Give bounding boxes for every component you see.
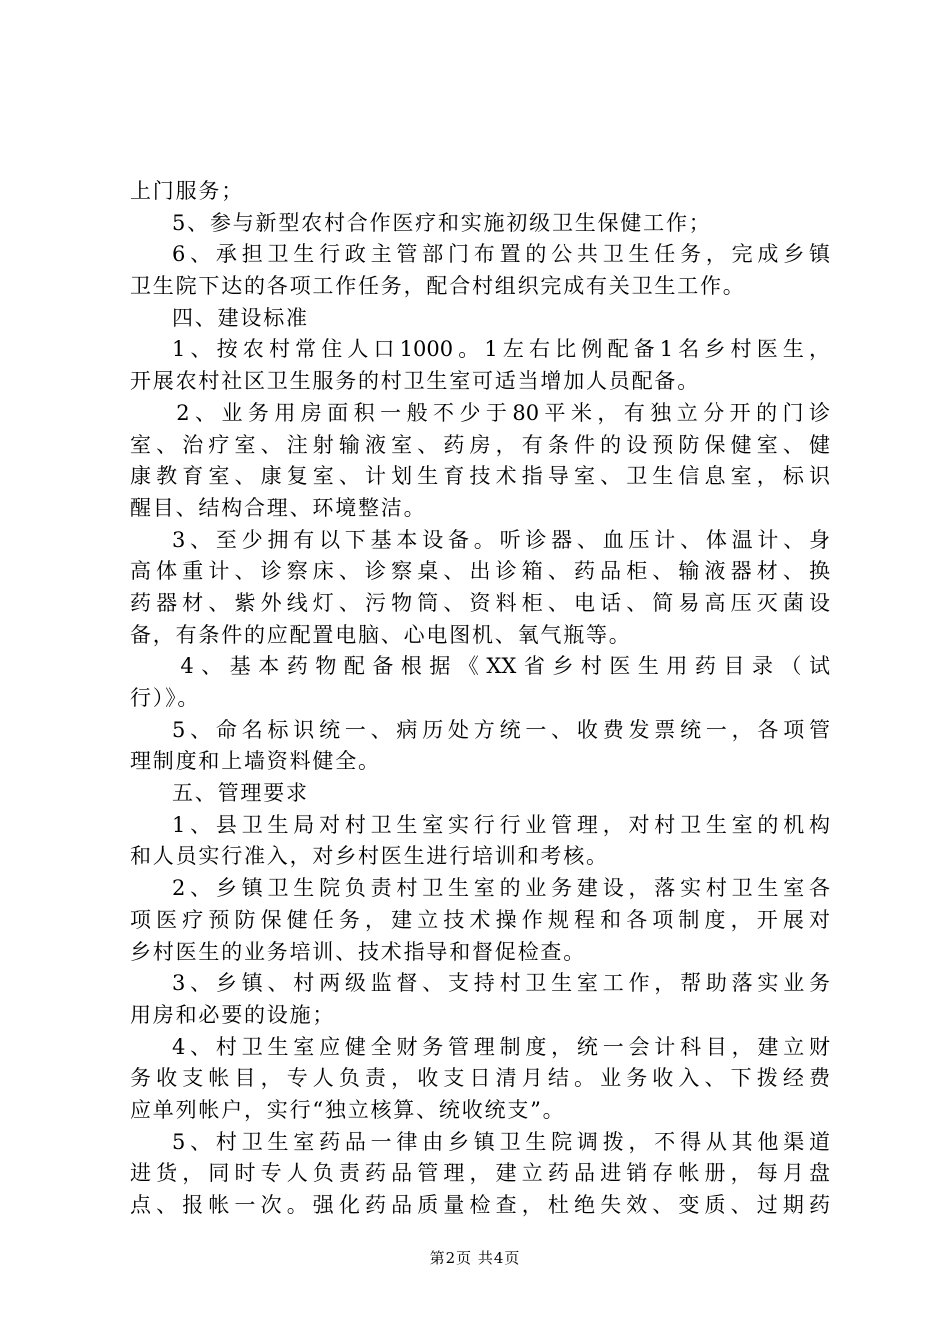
paragraph-line: 五、管理要求 — [172, 781, 309, 806]
paragraph-line: 务收支帐目，专人负责，收支日清月结。业务收入、下拨经费 — [130, 1066, 830, 1091]
page-footer: 第2页 共4页 — [429, 1249, 521, 1267]
paragraph-line: 2、业务用房面积一般不少于80平米，有独立分开的门诊 — [176, 400, 830, 425]
paragraph-line: 卫生院下达的各项工作任务，配合村组织完成有关卫生工作。 — [130, 274, 746, 299]
paragraph-line: 四、建设标准 — [172, 305, 309, 330]
document-body — [130, 176, 830, 1222]
paragraph-line: 高体重计、诊察床、诊察桌、出诊箱、药品柜、输液器材、换 — [130, 559, 830, 584]
paragraph-line: 乡村医生的业务培训、技术指导和督促检查。 — [130, 939, 586, 964]
paragraph-line: 4、基本药物配备根据《XX省乡村医生用药目录（试 — [180, 654, 830, 679]
paragraph-line: 醒目、结构合理、环境整洁。 — [130, 495, 427, 520]
paragraph-line: 开展农村社区卫生服务的村卫生室可适当增加人员配备。 — [130, 369, 700, 394]
paragraph-line: 和人员实行准入，对乡村医生进行培训和考核。 — [130, 844, 609, 869]
paragraph-line: 5、参与新型农村合作医疗和实施初级卫生保健工作； — [172, 210, 712, 235]
paragraph-line: 室、治疗室、注射输液室、药房，有条件的设预防保健室、健 — [130, 432, 830, 457]
paragraph-line: 3、乡镇、村两级监督、支持村卫生室工作，帮助落实业务 — [172, 971, 830, 996]
paragraph-line: 3、至少拥有以下基本设备。听诊器、血压计、体温计、身 — [172, 527, 830, 552]
paragraph-line: 备，有条件的应配置电脑、心电图机、氧气瓶等。 — [130, 622, 632, 647]
paragraph-line: 上门服务； — [130, 179, 244, 203]
paragraph-line: 点、报帐一次。强化药品质量检查，杜绝失效、变质、过期药 — [130, 1193, 830, 1217]
paragraph-line: 药器材、紫外线灯、污物筒、资料柜、电话、简易高压灭菌设 — [130, 590, 830, 615]
paragraph-line: 1、县卫生局对村卫生室实行行业管理，对村卫生室的机构 — [172, 812, 830, 837]
paragraph-line: 康教育室、康复室、计划生育技术指导室、卫生信息室，标识 — [130, 464, 830, 489]
paragraph-line: 6、承担卫生行政主管部门布置的公共卫生任务，完成乡镇 — [172, 242, 830, 267]
paragraph-line: 5、村卫生室药品一律由乡镇卫生院调拨，不得从其他渠道 — [172, 1129, 830, 1154]
paragraph-line: 用房和必要的设施； — [130, 1002, 336, 1027]
paragraph-line: 行）》。 — [130, 686, 201, 710]
paragraph-line: 项医疗预防保健任务，建立技术操作规程和各项制度，开展对 — [130, 907, 830, 932]
paragraph-line: 进货，同时专人负责药品管理，建立药品进销存帐册，每月盘 — [130, 1161, 830, 1186]
paragraph-line: 应单列帐户，实行“独立核算、统收统支”。 — [130, 1097, 566, 1122]
paragraph-line: 2、乡镇卫生院负责村卫生室的业务建设，落实村卫生室各 — [172, 876, 830, 901]
paragraph-line: 理制度和上墙资料健全。 — [130, 749, 381, 774]
paragraph-line: 4、村卫生室应健全财务管理制度，统一会计科目，建立财 — [172, 1034, 830, 1059]
paragraph-line: 5、命名标识统一、病历处方统一、收费发票统一，各项管 — [172, 717, 830, 742]
paragraph-line: 1、按农村常住人口1000。1左右比例配备1名乡村医生， — [172, 337, 830, 362]
